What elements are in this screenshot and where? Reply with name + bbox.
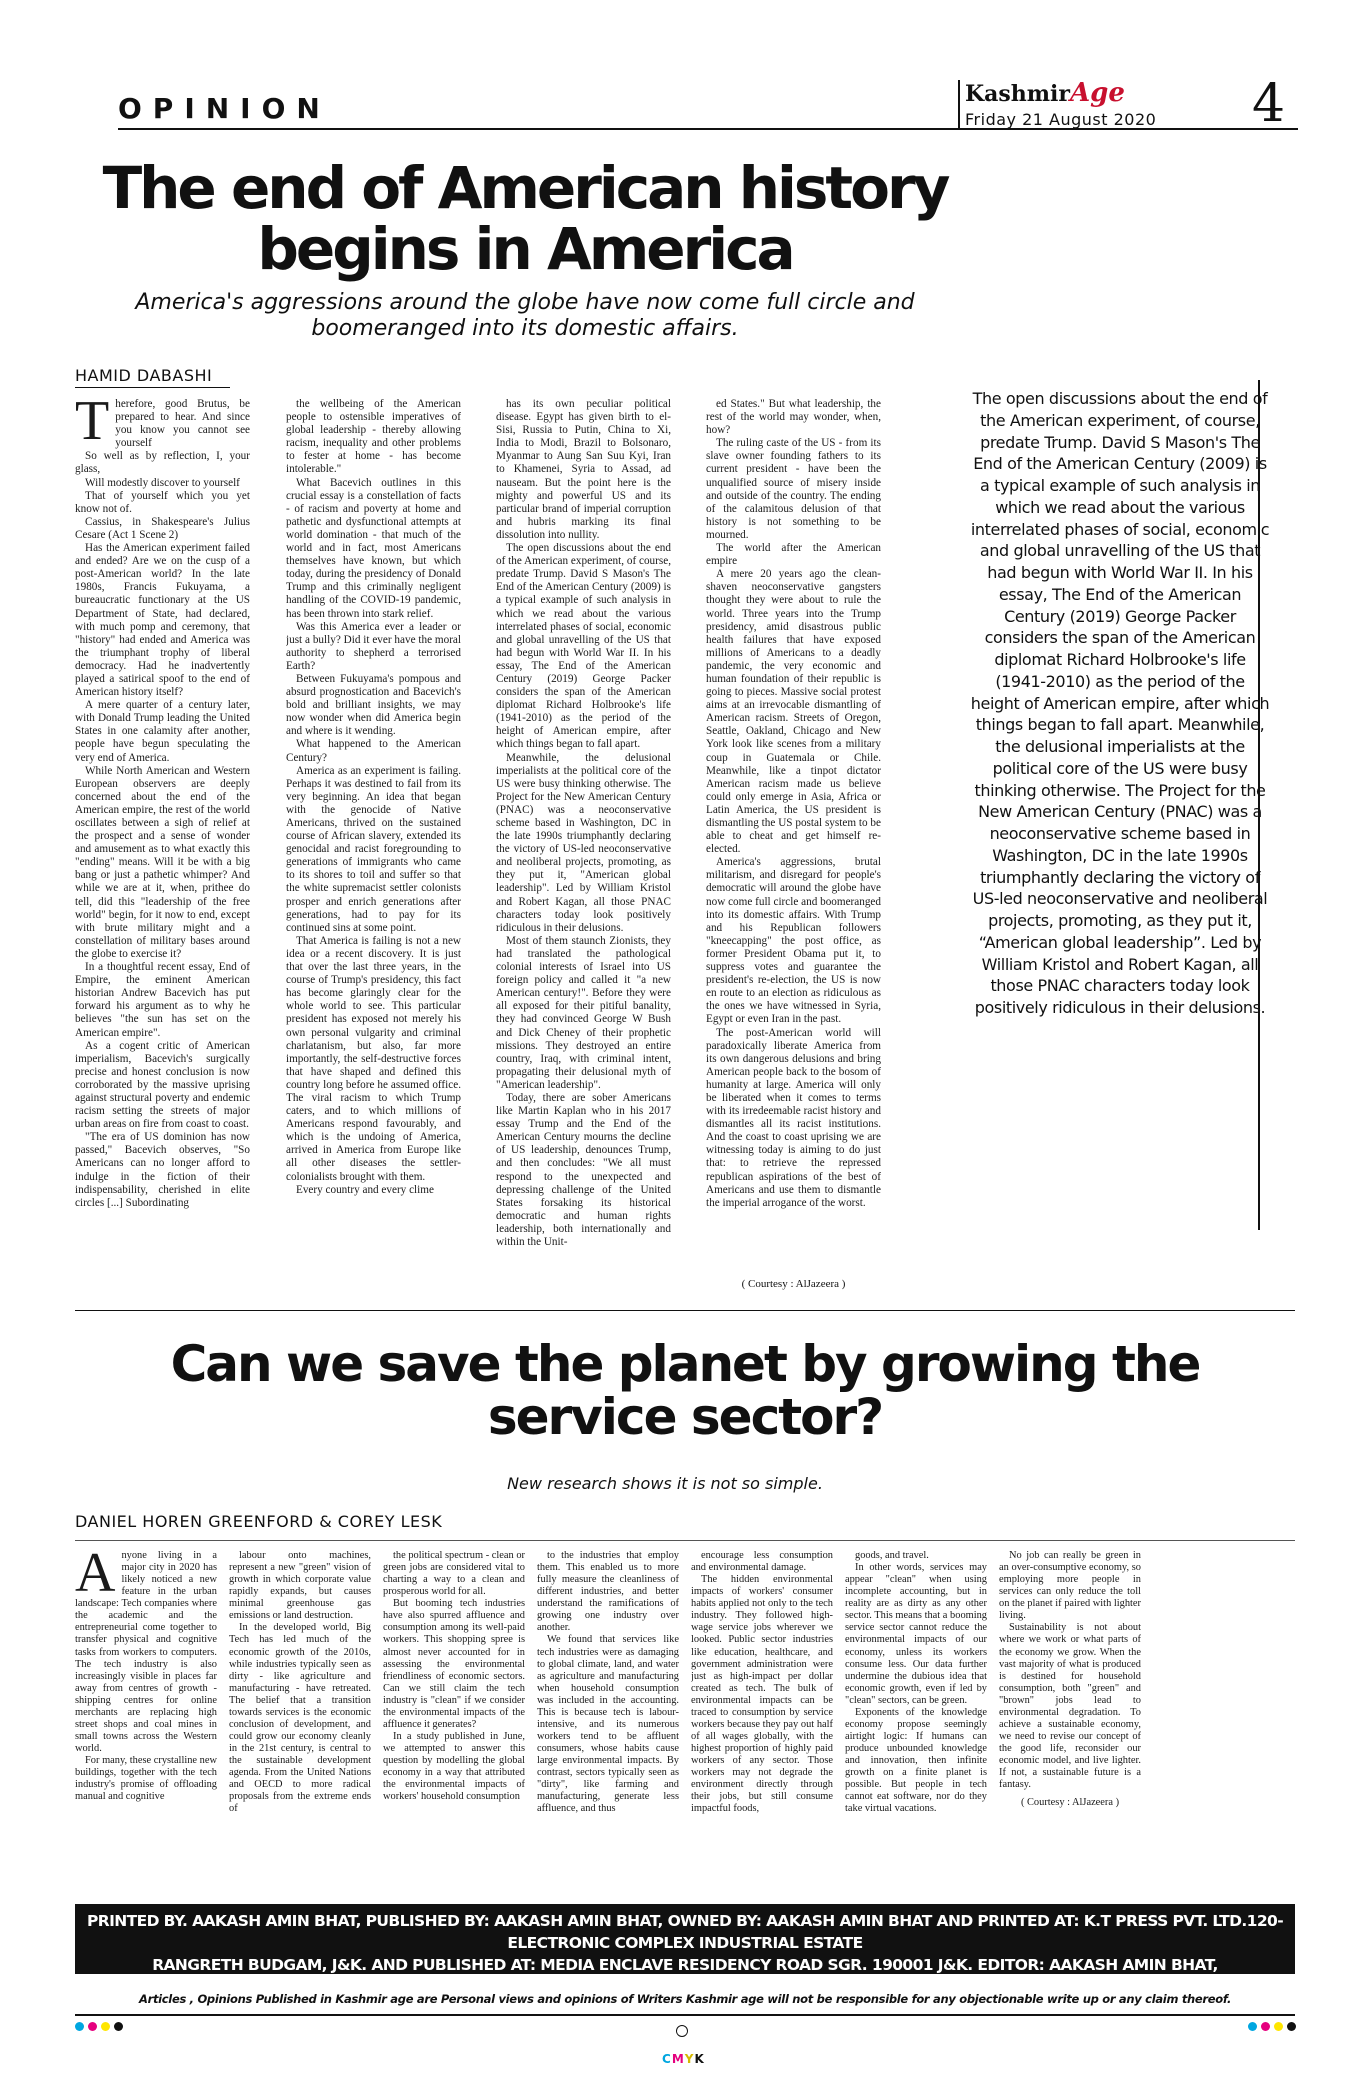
disclaimer: Articles , Opinions Published in Kashmir age are Personal views and opinions of Writers Kashmir age will not be responsible for any objectionable write up or any claim thereof.: [138, 1992, 1232, 2006]
article-divider: [75, 1310, 1295, 1311]
paragraph: encourage less consumption and environmental damage.: [691, 1550, 833, 1574]
paragraph: A mere quarter of a century later, with Donald Trump leading the United States in one calamity after another, people have begun speculating the very end of America.: [75, 699, 250, 764]
paragraph: Will modestly discover to yourself: [85, 476, 240, 489]
issue-date: Friday 21 August 2020: [965, 110, 1157, 129]
registration-dot-cyan: [1248, 2022, 1257, 2031]
paragraph: labour onto machines, represent a new "green" vision of growth in which corporate value rapidly expands, but causes minimal greenhouse gas emissions or land destruction.: [229, 1550, 371, 1622]
paragraph: the wellbeing of the American people to ostensible imperatives of global leadership - thereby allowing racism, inequality and other problems to fester at home - has become intolerable.": [286, 398, 461, 476]
article1-column-4: [706, 398, 881, 1278]
registration-dot-black: [114, 2022, 123, 2031]
paragraph: The ruling caste of the US - from its slave owner founding fathers to its current president - have been the unqualified source of misery inside and outside of the country. The ending of the calamitous delusion of that history is not something to be mourned.: [706, 437, 881, 541]
brand-accent: Age: [1069, 78, 1125, 108]
paragraph: the political spectrum - clean or green jobs are considered vital to charting a way to a clean and prosperous world for all.: [383, 1550, 525, 1598]
paragraph: The hidden environmental impacts of workers' consumer habits applied not only to the tech industry. They followed high-wage service jobs wherever we looked. Public sector industries like education, healthcare, and government administration were just as high-impact per dollar created as tech. The bulk of environmental impacts can be traced to consumption by service workers because they pay out half of all wages globally, with the highest proportion of highly paid workers of any sector. Those workers may not degrade the environment directly through their jobs, but still consume impactful foods,: [691, 1574, 833, 1815]
paragraph: goods, and travel.: [855, 1550, 929, 1561]
paragraph: In a study published in June, we attempted to answer this question by modelling the global economy in a way that attributed the environmental impacts of workers' household consumption: [383, 1730, 525, 1803]
article1-headline: The end of American history begins in America: [102, 154, 948, 283]
paragraph: America as an experiment is failing. Perhaps it was destined to fail from its very beginning. An idea that began with the genocide of Native Americans, thrived on the sustained course of African slavery, extended its genocidal and racist foregrounding to generations of immigrants who came to its shores to toil and suffer so that the white supremacist settler colonists prosper and enrich generations after generations, had to pay for its continued sins at some point.: [286, 764, 461, 934]
paragraph: A mere 20 years ago the clean-shaven neoconservative gangsters thought they were about to rule the world. Three years into the Trump presidency, amid disastrous public health failures that have exposed millions of Americans to a deadly pandemic, the very economic and human foundation of their republic is going to pieces. Massive social protest aims at an irrevocable dismantling of American racism. Streets of Oregon, Seattle, Oakland, Chicago and New York look like scenes from a military coup in Guatemala or Chile. Meanwhile, like a tinpot dictator American racism made us believe could only emerge in Asia, Africa or Latin America, the US president is dismantling the US postal system to be able to cheat and get himself re-elected.: [706, 568, 881, 856]
article2-byline: DANIEL HOREN GREENFORD & COREY LESK: [75, 1512, 443, 1531]
cmyk-letter: K: [694, 2052, 705, 2066]
article1-column-1: [75, 398, 250, 1298]
cmyk-letter: C: [662, 2052, 672, 2066]
paragraph: Was this America ever a leader or just a bully? Did it ever have the moral authority to shepherd a terrorised Earth?: [286, 620, 461, 672]
cmyk-letter: Y: [684, 2052, 695, 2066]
paragraph: Sustainability is not about where we work or what parts of the economy we grow. When the vast majority of what is produced is destined for household consumption, both "green" and "brown" jobs lead to environmental degradation. To achieve a sustainable economy, we need to revise our concept of the good life, reconsider our economic model, and live lighter. If not, a sustainable future is a fantasy.: [999, 1622, 1141, 1791]
article2-courtesy: ( Courtesy : AlJazeera ): [1020, 1797, 1120, 1809]
imprint-box: [75, 1904, 1295, 1996]
article2-column-5: [691, 1550, 833, 1876]
paragraph: In a thoughtful recent essay, End of Empire, the eminent American historian Andrew Bacevich has put forward his argument as to why he believes "the sun has set on the American empire".: [75, 961, 250, 1039]
paragraph: to the industries that employ them. This enabled us to more fully measure the cleanliness of different industries, and better understand the ramifications of growing one industry over another.: [537, 1550, 679, 1634]
paragraph: Cassius, in Shakespeare's Julius Cesare (Act 1 Scene 2): [75, 515, 250, 541]
article2-column-3: [383, 1550, 525, 1876]
article1-dropcap: T: [75, 398, 110, 452]
cmyk-label: [662, 2052, 705, 2066]
paragraph: What Bacevich outlines in this crucial essay is a constellation of facts - of racism and poverty at home and pathetic and dysfunctional attempts at world domination - that much of the world and in fact, most Americans themselves have known, but which today, during the presidency of Donald Trump and this criminally negligent handling of the COVID-19 pandemic, has been thrown into stark relief.: [286, 476, 461, 620]
article2-column-6: [845, 1550, 987, 1876]
masthead-rule: [118, 128, 1298, 130]
color-registration-right: [1248, 2022, 1296, 2031]
article1-col1-body: [75, 398, 250, 1210]
section-label: OPINION: [118, 92, 331, 125]
paragraph: Between Fukuyama's pompous and absurd prognostication and Bacevich's bold and brilliant insights, we may now wonder when did America begin and where is it wending.: [286, 672, 461, 738]
newspaper-logo: [965, 78, 1125, 108]
paragraph: Most of them staunch Zionists, they had translated the pathological colonial interests of Israel into US foreign policy and called it "a new American century!". Before they were all exposed for their pitiful banality, they had convinced George W Bush and Dick Cheney of their prophetic missions. They destroyed an entire country, Iraq, with criminal intent, propagating their delusional myth of "American leadership".: [496, 934, 671, 1091]
color-registration-left: [75, 2022, 123, 2031]
brand-main: Kashmir: [965, 81, 1070, 107]
paragraph: So well as by reflection, I, your glass,: [75, 450, 250, 476]
article2-column-4: [537, 1550, 679, 1876]
paragraph: Has the American experiment failed and ended? Are we on the cusp of a post-American world? In the late 1980s, Francis Fukuyama, a bureaucratic functionary at the US Department of State, had declared, with much pomp and ceremony, that "history" had ended and America was the triumphant trophy of liberal democracy. Had he inadvertently played a satirical spoof to the end of American history itself?: [75, 542, 250, 699]
paragraph: But booming tech industries have also spurred affluence and consumption among its well-paid workers. This shopping spree is almost never accounted for in assessing the environmental friendliness of economic sectors. Can we still claim the tech industry is "clean" if we consider the environmental impacts of the affluence it generates?: [383, 1598, 525, 1730]
cmyk-letter: M: [671, 2052, 685, 2066]
paragraph: While North American and Western European observers are deeply concerned about the end of the American empire, the rest of the world oscillates between a sigh of relief at the prospect and a sense of wonder and amusement as to what exactly this "ending" means. Will it be with a big bang or just a pathetic whimper? And while we are at it, when, prithee do tell, did this "leadership of the free world" begin, for it now to end, except with brute military might and a constellation of military bases around the globe to exercise it?: [75, 764, 250, 960]
paragraph: herefore, good Brutus, be prepared to hear. And since you know you cannot see yourself: [115, 398, 250, 450]
paragraph: The post-American world will paradoxically liberate America from its own dangerous delusions and bring American people back to the bosom of humanity at large. America will only be liberated when it comes to terms with its irredeemable racist history and dismantles all its racist institutions. And the coast to coast uprising we are witnessing today is aiming to do just that: to retrieve the repressed republican aspirations of the best of Americans and use them to dismantle the imperial arrogance of the worst.: [706, 1026, 881, 1209]
paragraph: That of yourself which you yet know not of.: [75, 489, 250, 515]
article1-courtesy: ( Courtesy : AlJazeera ): [741, 1278, 846, 1290]
article2-col7-body: [999, 1550, 1141, 1791]
article2-headline: Can we save the planet by growing the service sector?: [170, 1335, 1200, 1446]
paragraph: nyone living in a major city in 2020 has likely noticed a new feature in the urban landscape: Tech companies where the academic and the entrepreneurial come together to transfer physical and cognitive tasks from workers to computers. The tech industry is also increasingly visible in places far away from centres of growth - shipping centres for online merchants are replacing high street shops and coal mines in small towns across the Western world.: [75, 1550, 217, 1754]
registration-dot-black: [1287, 2022, 1296, 2031]
paragraph: We found that services like tech industries were as damaging to global climate, land, and water as agriculture and manufacturing when household consumption was included in the accounting. This is because tech is labour-intensive, and its numerous workers tend to be affluent consumers, whose habits cause large environmental impacts. By contrast, sectors typically seen as "dirty", like farming and manufacturing, generate less affluence, and thus: [537, 1634, 679, 1815]
paragraph: Exponents of the knowledge economy propose seemingly airtight logic: If humans can produce unbounded knowledge and innovation, then infinite growth on a finite planet is possible. But people in tech cannot eat software, nor do they take virtual vacations.: [845, 1706, 987, 1815]
pull-quote-rule: [1258, 380, 1260, 1230]
article1-column-3: [496, 398, 671, 1298]
article1-column-2: [286, 398, 461, 1298]
paragraph: Today, there are sober Americans like Martin Kaplan who in his 2017 essay Trump and the End of the American Century mourns the decline of US leadership, denounces Trump, and then concludes: "We all must respond to the unexpected and depressing challenge of the United States forsaking its historical democratic and human rights leadership, both internationally and within the Unit-: [496, 1091, 671, 1248]
paragraph: Every country and every clime: [296, 1183, 434, 1196]
registration-dot-yellow: [101, 2022, 110, 2031]
paragraph: No job can really be green in an over-consumptive economy, so employing more people in services can only reduce the toll on the planet if paired with lighter living.: [999, 1550, 1141, 1622]
paragraph: America's aggressions, brutal militarism, and disregard for people's democratic will around the globe have now come full circle and boomeranged into its domestic affairs. With Trump and his Republican followers "kneecapping" the post office, as former President Obama put it, to suppress votes and guarantee the president's re-election, the US is now en route to an election as ridiculous as the ones we have witnessed in Syria, Egypt or even Iran in the past.: [706, 856, 881, 1026]
paragraph: As a cogent critic of American imperialism, Bacevich's surgically precise and honest conclusion is now corroborated by the massive uprising against structural poverty and endemic racism setting the streets of major urban areas on fire from coast to coast.: [75, 1039, 250, 1131]
paragraph: ed States." But what leadership, the rest of the world may wonder, when, how?: [706, 398, 881, 437]
paragraph: The world after the American empire: [706, 542, 881, 568]
paragraph: What happened to the American Century?: [286, 738, 461, 764]
registration-dot-cyan: [75, 2022, 84, 2031]
paragraph: The open discussions about the end of the American experiment, of course, predate Trump. David S Mason's The End of the American Century (2009) is a typical example of such analysis in which we read about the various interrelated phases of social, economic and global unravelling of the US that had begun with World War II. In his essay, The End of the American Century (2019) George Packer considers the span of the American diplomat Richard Holbrooke's life (1941-2010) as the period of the height of American empire, after which things began to fall apart.: [496, 542, 671, 751]
article2-deck: New research shows it is not so simple.: [507, 1474, 823, 1493]
registration-dot-magenta: [1261, 2022, 1270, 2031]
registration-mark-icon: [676, 2025, 688, 2037]
article2-dropcap: A: [75, 1550, 116, 1604]
paragraph: For many, these crystalline new buildings, together with the tech industry's promise of offloading manual and cognitive: [75, 1755, 217, 1803]
article2-column-2: [229, 1550, 371, 1876]
paragraph: In other words, services may appear "clean" when using incomplete accounting, but in reality are as dirty as any other sector. This means that a booming service sector cannot reduce the environmental impacts of our economy, unless its workers consume less. Our data further undermine the dubious idea that economic growth, even if led by "clean" sectors, can be green.: [845, 1562, 987, 1706]
bottom-rule: [75, 2014, 1295, 2016]
paragraph: has its own peculiar political disease. Egypt has given birth to el-Sisi, Russia to Putin, China to Xi, India to Modi, Brazil to Bolsonaro, Myanmar to Aung San Suu Kyi, Iran to Khamenei, Syria to Assad, ad nauseam. But the point here is the mighty and powerful US and its particular brand of imperial corruption and hubris marking its final dissolution into nullity.: [496, 398, 671, 541]
paragraph: Meanwhile, the delusional imperialists at the political core of the US were busy thinking otherwise. The Project for the New American Century (PNAC) was a neoconservative scheme based in Washington, DC in the late 1990s triumphantly declaring the victory of US-led neoconservative and neoliberal projects, promoting, as they put it, "American global leadership". Led by William Kristol and Robert Kagan, all those PNAC characters today look positively ridiculous in their delusions.: [496, 751, 671, 934]
article1-deck: America's aggressions around the globe have now come full circle and boomeranged into its domestic affairs.: [135, 290, 915, 342]
imprint-line-1: PRINTED BY. AAKASH AMIN BHAT, PUBLISHED BY: AAKASH AMIN BHAT, OWNED BY: AAKASH AMIN BHAT AND PRINTED AT: K.T PRESS PVT. LTD.120- ELECTRONIC COMPLEX INDUSTRIAL ESTATE: [86, 1912, 1284, 1952]
article2-rule: [75, 1540, 1295, 1541]
imprint-line-2: RANGRETH BUDGAM, J&K. AND PUBLISHED AT: MEDIA ENCLAVE RESIDENCY ROAD SGR. 190001 J&K. EDITOR: AAKASH AMIN BHAT, JKENG/2006/23952: [152, 1956, 1218, 1996]
article1-byline: HAMID DABASHI: [75, 366, 230, 388]
masthead-divider: [958, 80, 960, 130]
registration-dot-yellow: [1274, 2022, 1283, 2031]
registration-dot-magenta: [88, 2022, 97, 2031]
article2-column-1: [75, 1550, 217, 1876]
paragraph: "The era of US dominion has now passed," Bacevich observes, "So Americans can no longer afford to indulge in the fiction of their indispensability, cherished in elite circles [...] Subordinating: [75, 1131, 250, 1209]
paragraph: In the developed world, Big Tech has led much of the economic growth of the 2010s, while industries typically seen as dirty - like agriculture and manufacturing - have retreated. The belief that a transition towards services is the economic conclusion of development, and could grow our economy cleanly in the 21st century, is central to the sustainable development agenda. From the United Nations and OECD to more radical proposals from the extreme ends of: [229, 1622, 371, 1815]
page-number: 4: [1252, 74, 1286, 134]
paragraph: That America is failing is not a new idea or a recent discovery. It is just that over the last three years, in the course of Trump's presidency, this fact has become glaringly clear for the whole world to see. This particular president has exposed not merely his own personal vulgarity and criminal charlatanism, but also, far more importantly, the self-destructive forces that have shaped and defined this country long before he assumed office. The viral racism to which Trump caters, and to which millions of Americans respond favourably, and which is the undoing of America, arrived in America from Europe like all other diseases the settler-colonialists brought with them.: [286, 934, 461, 1183]
article2-column-7: [999, 1550, 1141, 1876]
pull-quote: The open discussions about the end of the American experiment, of course, predate Trump. David S Mason's The End of the American Century (2009) is a typical example of such analysis in which we read about the various interrelated phases of social, economic and global unravelling of the US that had begun with World War II. In his essay, The End of the American Century (2019) George Packer considers the span of the American diplomat Richard Holbrooke's life (1941-2010) as the period of the height of American empire, after which things began to fall apart. Meanwhile, the delusional imperialists at the political core of the US were busy thinking otherwise. The Project for the New American Century (PNAC) was a neoconservative scheme based in Washington, DC in the late 1990s triumphantly declaring the victory of US-led neoconservative and neoliberal projects, promoting, as they put it, “American global leadership”. Led by William Kristol and Robert Kagan, all those PNAC characters today look positively ridiculous in their delusions.: [970, 389, 1270, 1017]
